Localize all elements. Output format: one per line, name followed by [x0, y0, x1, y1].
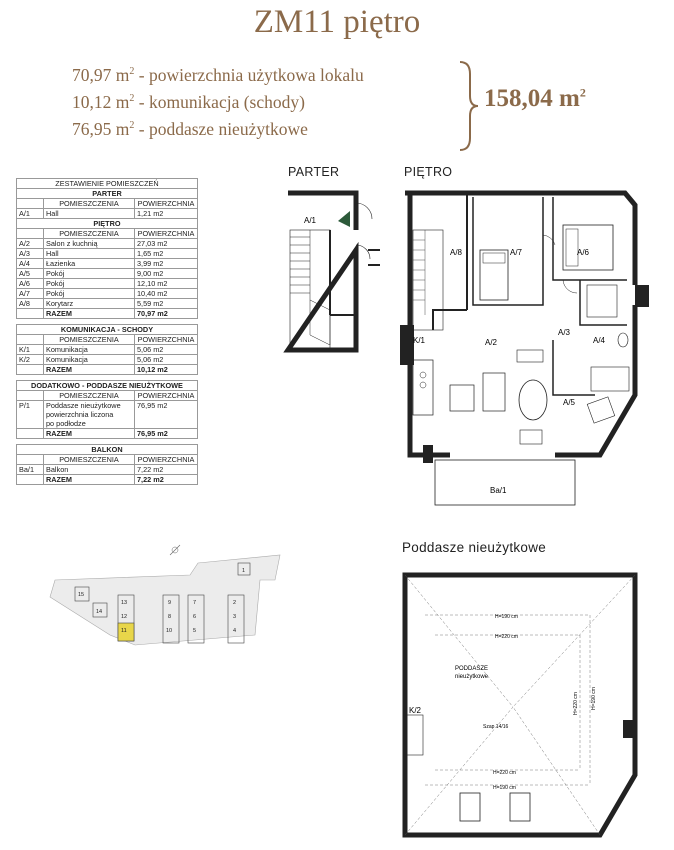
- room-label-a2: A/2: [485, 338, 498, 347]
- table-row: K/2 Komunikacja 5,06 m2: [17, 355, 198, 365]
- total-row: RAZEM 10,12 m2: [17, 365, 198, 375]
- total-row: RAZEM 7,22 m2: [17, 475, 198, 485]
- svg-text:7: 7: [193, 600, 197, 606]
- svg-text:6: 6: [193, 614, 197, 620]
- total-area: 158,04 $m^2$: [484, 85, 586, 112]
- site-plan: [30, 535, 290, 665]
- svg-text:1: 1: [242, 568, 246, 574]
- svg-text:11: 11: [121, 628, 127, 634]
- height-190-bottom: H=190 cm: [493, 785, 516, 791]
- room-label-a7: A/7: [510, 248, 523, 257]
- table-row: A/5 Pokój 9,00 m2: [17, 269, 198, 279]
- room-label-ba1: Ba/1: [490, 486, 507, 495]
- table-title: ZESTAWIENIE POMIESZCZEŃ: [17, 179, 198, 189]
- table-row: A/4 Łazienka 3,99 m2: [17, 259, 198, 269]
- entrance-arrow-icon: [338, 211, 350, 227]
- table-row: A/1 Hall 1,21 m2: [17, 209, 198, 219]
- attic-peak-label: Szap 14/16: [483, 724, 509, 730]
- area-communication: 10,12 $m^2$ - komunikacja (schody): [72, 92, 305, 112]
- svg-text:3: 3: [233, 614, 237, 620]
- table-row: K/1 Komunikacja 5,06 m2: [17, 345, 198, 355]
- room-label-a6: A/6: [577, 248, 590, 257]
- table-row: A/2 Salon z kuchnią 27,03 m2: [17, 239, 198, 249]
- room-label-a4: A/4: [593, 336, 606, 345]
- svg-text:10: 10: [166, 628, 173, 634]
- room-label-k1: K/1: [413, 336, 426, 345]
- total-row: RAZEM 76,95 m2: [17, 429, 198, 439]
- svg-text:4: 4: [233, 628, 237, 634]
- room-label-a8: A/8: [450, 248, 463, 257]
- col-header-area: POWIERZCHNIA: [135, 199, 198, 209]
- height-220-top: H=220 cm: [495, 634, 518, 640]
- table-row: A/6 Pokój 12,10 m2: [17, 279, 198, 289]
- room-label-a5: A/5: [563, 398, 576, 407]
- section-balkon: BALKON: [17, 445, 198, 455]
- total-row: RAZEM 70,97 m2: [17, 309, 198, 319]
- compass-icon: [170, 545, 180, 555]
- section-dodatkowo: DODATKOWO - PODDASZE NIEUŻYTKOWE: [17, 381, 198, 391]
- table-row: A/3 Hall 1,65 m2: [17, 249, 198, 259]
- svg-text:12: 12: [121, 614, 128, 620]
- table-row: P/1 Poddasze nieużytkowe powierzchnia liczona po podłodze 76,95 m2: [17, 401, 198, 429]
- page-title: ZM11 piętro: [253, 4, 421, 40]
- attic-room-sublabel: nieużytkowe: [455, 674, 489, 680]
- svg-text:14: 14: [96, 609, 103, 615]
- rooms-table: ZESTAWIENIE POMIESZCZEŃ PARTER POMIESZCZENIA POWIERZCHNIA A/1 Hall 1,21 m2 PIĘTRO POMIESZCZENIA POWIERZCHNIA A/2 Salon z kuchnią 27,03 m2 A/3 Hall 1,65 m2 A/4 Łazienka 3,99 m2 A/5 Pokój 9,00 m2 A/6 Pokój 12,10 m2 A/7 Pokój 10,40 m2 A/8 Korytarz 5,59 m2 RAZEM 70,97 m2 KOMUNIKACJA - SCHODY POMIESZCZENIA POWIERZCHNIA K/1 Komunikacja 5,06 m2 K/2 Komunikacja 5,06 m2 RAZEM 10,12 m2 DODATKOWO - PODDASZE NIEUŻYTKOWE POMIESZCZENIA POWIERZCHNIA P/1 Poddasze nieużytkowe powierzchnia liczona po podłodze 76,95 m2 RAZEM 76,95 m2 BALKON POMIESZCZENIA POWIERZCHNIA Ba/1 Balkon 7,22 m2 RAZEM 7,22 m2: [16, 178, 198, 485]
- section-parter: PARTER: [17, 189, 198, 199]
- svg-text:9: 9: [168, 600, 172, 606]
- attic-room-label: PODDASZE: [455, 666, 489, 672]
- svg-text:15: 15: [78, 592, 85, 598]
- table-row: Ba/1 Balkon 7,22 m2: [17, 465, 198, 475]
- area-usable: 70,97 $m^2$ - powierzchnia użytkowa lokalu: [72, 65, 364, 85]
- area-attic: 76,95 $m^2$ - poddasze nieużytkowe: [72, 119, 308, 139]
- room-label-a1: A/1: [304, 216, 317, 225]
- room-label-a3: A/3: [558, 328, 571, 337]
- table-row: A/7 Pokój 10,40 m2: [17, 289, 198, 299]
- room-label-k2: K/2: [409, 706, 422, 715]
- attic-label: Poddasze nieużytkowe: [402, 540, 547, 555]
- svg-text:8: 8: [168, 614, 172, 620]
- pietro-label: PIĘTRO: [404, 165, 453, 179]
- parter-plan: [280, 185, 380, 360]
- svg-text:5: 5: [193, 628, 197, 634]
- section-pietro: PIĘTRO: [17, 219, 198, 229]
- height-190-top: H=190 cm: [495, 614, 518, 620]
- table-row: A/8 Korytarz 5,59 m2: [17, 299, 198, 309]
- brace-icon: [456, 60, 480, 152]
- svg-text:13: 13: [121, 600, 128, 606]
- attic-plan: [395, 565, 670, 845]
- pietro-plan: [395, 185, 674, 510]
- parter-label: PARTER: [288, 165, 340, 179]
- svg-text:2: 2: [233, 600, 237, 606]
- height-190-side: H=190 cm: [591, 687, 597, 710]
- height-220-side: H=220 cm: [573, 692, 579, 715]
- height-220-bottom: H=220 cm: [493, 770, 516, 776]
- section-komunikacja: KOMUNIKACJA - SCHODY: [17, 325, 198, 335]
- col-header-room: POMIESZCZENIA: [44, 199, 135, 209]
